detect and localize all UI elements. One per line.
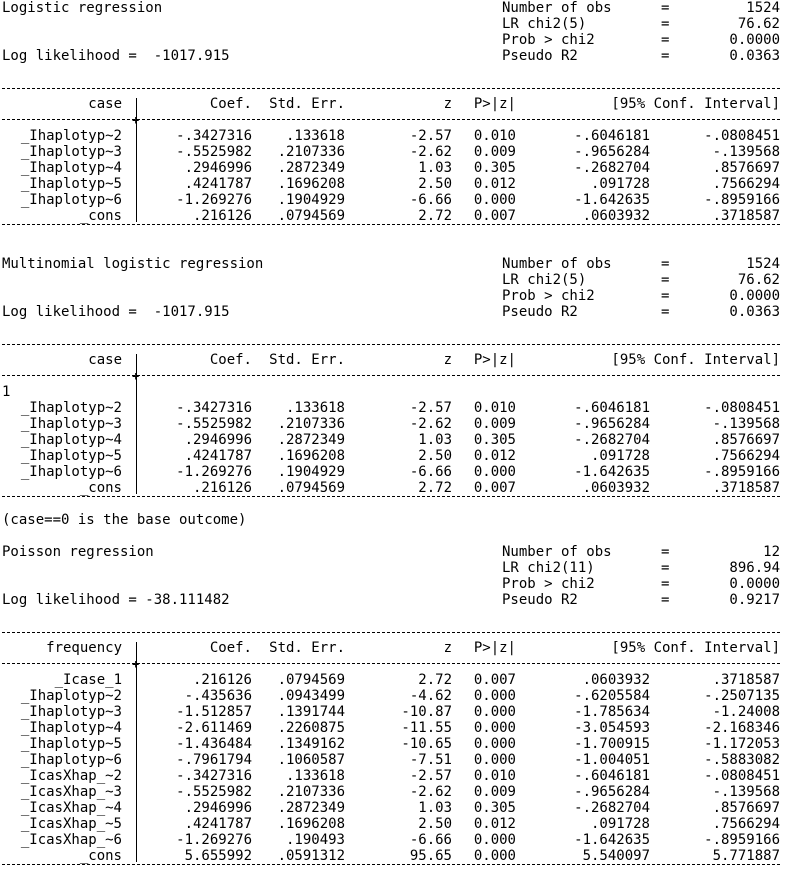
row-z: -2.57 <box>409 768 452 784</box>
stat-equals: = <box>661 272 670 288</box>
row-p: 0.010 <box>473 768 516 784</box>
stat-label: Number of obs <box>502 0 612 16</box>
stat-equals: = <box>661 592 670 608</box>
row-ci-lower: -1.642635 <box>574 192 650 208</box>
row-z: 2.72 <box>418 208 452 224</box>
row-ci-upper: -.8959166 <box>704 832 780 848</box>
row-p: 0.007 <box>473 208 516 224</box>
row-variable: _Ihaplotyp~5 <box>20 176 122 192</box>
row-ci-upper: .8576697 <box>712 432 780 448</box>
col-header-depvar: case <box>88 96 122 112</box>
row-coef: -1.512857 <box>176 704 252 720</box>
stat-equals: = <box>661 256 670 272</box>
row-variable: _Icase_1 <box>54 672 122 688</box>
stat-value: 12 <box>763 544 780 560</box>
row-ci-lower: -1.004051 <box>574 752 650 768</box>
col-header-stderr: Std. Err. <box>269 640 345 656</box>
row-stderr: .2107336 <box>277 144 345 160</box>
row-stderr: .190493 <box>285 832 345 848</box>
col-header-coef: Coef. <box>209 640 252 656</box>
row-z: -2.62 <box>409 784 452 800</box>
row-z: -2.57 <box>409 128 452 144</box>
stat-label: Pseudo R2 <box>502 592 578 608</box>
stat-label: LR chi2(5) <box>502 16 587 32</box>
stat-label: LR chi2(11) <box>502 560 595 576</box>
stat-value: 76.62 <box>737 272 780 288</box>
row-coef: -.7961794 <box>176 752 252 768</box>
stat-value: 76.62 <box>737 16 780 32</box>
row-z: 1.03 <box>418 160 452 176</box>
divider <box>2 344 780 345</box>
col-header-z: z <box>443 640 452 656</box>
col-header-p: P>|z| <box>473 96 516 112</box>
col-header-coef: Coef. <box>209 96 252 112</box>
row-ci-lower: -3.054593 <box>574 720 650 736</box>
row-stderr: .0794569 <box>277 672 345 688</box>
row-coef: 5.655992 <box>184 848 252 864</box>
row-coef: .2946996 <box>184 800 252 816</box>
row-ci-lower: -.9656284 <box>574 144 650 160</box>
row-z: -6.66 <box>409 464 452 480</box>
stat-label: LR chi2(5) <box>502 272 587 288</box>
row-p: 0.010 <box>473 128 516 144</box>
row-stderr: .1391744 <box>277 704 345 720</box>
row-ci-upper: -.139568 <box>712 784 780 800</box>
row-ci-upper: -.8959166 <box>704 464 780 480</box>
model-title: Multinomial logistic regression <box>2 256 264 272</box>
row-variable: _Ihaplotyp~4 <box>20 720 122 736</box>
row-stderr: .0943499 <box>277 688 345 704</box>
col-header-ci: [95% Conf. Interval] <box>611 96 780 112</box>
log-likelihood: Log likelihood = -38.111482 <box>2 592 230 608</box>
row-ci-upper: 5.771887 <box>712 848 780 864</box>
row-p: 0.000 <box>473 688 516 704</box>
model-title: Poisson regression <box>2 544 154 560</box>
row-stderr: .1696208 <box>277 176 345 192</box>
row-coef: -.3427316 <box>176 128 252 144</box>
stat-equals: = <box>661 32 670 48</box>
divider <box>2 88 780 89</box>
col-header-ci: [95% Conf. Interval] <box>611 352 780 368</box>
row-ci-upper: -.0808451 <box>704 768 780 784</box>
row-stderr: .2107336 <box>277 416 345 432</box>
row-ci-lower: -.6046181 <box>574 400 650 416</box>
base-outcome-note: (case==0 is the base outcome) <box>2 512 247 528</box>
col-header-coef: Coef. <box>209 352 252 368</box>
row-ci-lower: -.2682704 <box>574 800 650 816</box>
row-z: 1.03 <box>418 432 452 448</box>
divider <box>2 632 780 633</box>
row-z: 2.50 <box>418 816 452 832</box>
col-header-ci: [95% Conf. Interval] <box>611 640 780 656</box>
row-variable: _Ihaplotyp~5 <box>20 736 122 752</box>
stat-value: 0.9217 <box>729 592 780 608</box>
stat-equals: = <box>661 544 670 560</box>
row-variable: _cons <box>79 208 122 224</box>
col-header-depvar: case <box>88 352 122 368</box>
row-stderr: .133618 <box>285 128 345 144</box>
row-variable: _IcasXhap_~3 <box>20 784 122 800</box>
row-ci-upper: .3718587 <box>712 672 780 688</box>
stat-equals: = <box>661 560 670 576</box>
stat-label: Prob > chi2 <box>502 576 595 592</box>
row-p: 0.007 <box>473 480 516 496</box>
col-header-p: P>|z| <box>473 640 516 656</box>
row-coef: .2946996 <box>184 160 252 176</box>
row-ci-lower: .0603932 <box>582 208 650 224</box>
col-header-z: z <box>443 96 452 112</box>
row-p: 0.000 <box>473 848 516 864</box>
stat-label: Prob > chi2 <box>502 32 595 48</box>
row-stderr: .1696208 <box>277 448 345 464</box>
col-header-stderr: Std. Err. <box>269 96 345 112</box>
stat-label: Prob > chi2 <box>502 288 595 304</box>
row-ci-lower: -.6046181 <box>574 128 650 144</box>
divider <box>2 864 780 865</box>
row-stderr: .1904929 <box>277 192 345 208</box>
col-header-p: P>|z| <box>473 352 516 368</box>
stat-equals: = <box>661 288 670 304</box>
row-variable: _Ihaplotyp~2 <box>20 400 122 416</box>
row-coef: -1.436484 <box>176 736 252 752</box>
stat-equals: = <box>661 304 670 320</box>
row-p: 0.000 <box>473 736 516 752</box>
row-ci-lower: .091728 <box>590 176 650 192</box>
row-variable: _Ihaplotyp~4 <box>20 432 122 448</box>
row-coef: -.3427316 <box>176 768 252 784</box>
row-variable: _Ihaplotyp~6 <box>20 752 122 768</box>
row-z: -7.51 <box>409 752 452 768</box>
row-stderr: .133618 <box>285 400 345 416</box>
row-z: -2.57 <box>409 400 452 416</box>
row-ci-upper: -.2507135 <box>704 688 780 704</box>
row-ci-lower: -.2682704 <box>574 160 650 176</box>
col-header-stderr: Std. Err. <box>269 352 345 368</box>
row-ci-upper: .8576697 <box>712 800 780 816</box>
row-p: 0.305 <box>473 800 516 816</box>
row-p: 0.012 <box>473 448 516 464</box>
model-title: Logistic regression <box>2 0 163 16</box>
row-stderr: .1696208 <box>277 816 345 832</box>
divider <box>2 496 780 497</box>
row-p: 0.010 <box>473 400 516 416</box>
row-stderr: .1349162 <box>277 736 345 752</box>
stat-equals: = <box>661 576 670 592</box>
row-stderr: .2872349 <box>277 432 345 448</box>
stat-equals: = <box>661 16 670 32</box>
row-ci-upper: .7566294 <box>712 448 780 464</box>
row-z: 95.65 <box>409 848 452 864</box>
row-ci-lower: .0603932 <box>582 672 650 688</box>
row-z: -10.87 <box>401 704 452 720</box>
col-header-depvar: frequency <box>46 640 122 656</box>
row-ci-lower: -.9656284 <box>574 784 650 800</box>
row-p: 0.000 <box>473 720 516 736</box>
row-coef: -.435636 <box>184 688 252 704</box>
row-ci-lower: -.6046181 <box>574 768 650 784</box>
row-coef: .4241787 <box>184 816 252 832</box>
row-coef: -.5525982 <box>176 416 252 432</box>
row-ci-upper: .7566294 <box>712 816 780 832</box>
row-variable: _IcasXhap_~4 <box>20 800 122 816</box>
col-header-z: z <box>443 352 452 368</box>
log-likelihood: Log likelihood = -1017.915 <box>2 304 230 320</box>
row-coef: .4241787 <box>184 176 252 192</box>
row-ci-lower: -1.785634 <box>574 704 650 720</box>
row-coef: -2.611469 <box>176 720 252 736</box>
stat-label: Pseudo R2 <box>502 304 578 320</box>
divider <box>2 224 780 225</box>
row-p: 0.000 <box>473 464 516 480</box>
row-p: 0.000 <box>473 752 516 768</box>
row-z: -10.65 <box>401 736 452 752</box>
stat-value: 0.0363 <box>729 304 780 320</box>
row-ci-upper: -1.172053 <box>704 736 780 752</box>
row-variable: _Ihaplotyp~3 <box>20 144 122 160</box>
stat-value: 0.0000 <box>729 288 780 304</box>
row-p: 0.000 <box>473 704 516 720</box>
row-variable: _Ihaplotyp~2 <box>20 128 122 144</box>
row-ci-lower: -1.642635 <box>574 464 650 480</box>
row-stderr: .2107336 <box>277 784 345 800</box>
stat-value: 0.0000 <box>729 32 780 48</box>
stat-label: Pseudo R2 <box>502 48 578 64</box>
row-variable: _Ihaplotyp~4 <box>20 160 122 176</box>
stat-value: 1524 <box>746 0 780 16</box>
row-p: 0.000 <box>473 192 516 208</box>
row-z: -2.62 <box>409 416 452 432</box>
divider <box>2 663 780 664</box>
row-ci-upper: .3718587 <box>712 208 780 224</box>
row-stderr: .0794569 <box>277 480 345 496</box>
row-variable: _IcasXhap_~2 <box>20 768 122 784</box>
row-coef: .216126 <box>192 208 252 224</box>
row-ci-upper: .7566294 <box>712 176 780 192</box>
row-z: 2.50 <box>418 448 452 464</box>
row-coef: .216126 <box>192 672 252 688</box>
row-ci-lower: -1.642635 <box>574 832 650 848</box>
row-ci-upper: -.0808451 <box>704 128 780 144</box>
row-variable: _cons <box>79 480 122 496</box>
row-ci-lower: .091728 <box>590 448 650 464</box>
row-variable: _Ihaplotyp~3 <box>20 416 122 432</box>
stat-value: 896.94 <box>729 560 780 576</box>
row-z: 2.50 <box>418 176 452 192</box>
row-ci-upper: -.8959166 <box>704 192 780 208</box>
row-z: -2.62 <box>409 144 452 160</box>
row-p: 0.000 <box>473 832 516 848</box>
row-variable: _IcasXhap_~6 <box>20 832 122 848</box>
row-variable: _IcasXhap_~5 <box>20 816 122 832</box>
row-coef: -.5525982 <box>176 784 252 800</box>
row-ci-lower: .091728 <box>590 816 650 832</box>
row-ci-upper: -2.168346 <box>704 720 780 736</box>
row-variable: _Ihaplotyp~3 <box>20 704 122 720</box>
divider <box>2 119 780 120</box>
row-variable: _Ihaplotyp~6 <box>20 464 122 480</box>
row-ci-upper: .3718587 <box>712 480 780 496</box>
row-ci-lower: -.9656284 <box>574 416 650 432</box>
stat-value: 0.0363 <box>729 48 780 64</box>
row-ci-lower: 5.540097 <box>582 848 650 864</box>
row-p: 0.007 <box>473 672 516 688</box>
row-p: 0.012 <box>473 816 516 832</box>
row-z: -4.62 <box>409 688 452 704</box>
log-likelihood: Log likelihood = -1017.915 <box>2 48 230 64</box>
row-coef: .2946996 <box>184 432 252 448</box>
row-z: -6.66 <box>409 192 452 208</box>
row-stderr: .2872349 <box>277 800 345 816</box>
row-ci-lower: -.6205584 <box>574 688 650 704</box>
row-stderr: .1904929 <box>277 464 345 480</box>
row-z: 2.72 <box>418 480 452 496</box>
row-coef: .4241787 <box>184 448 252 464</box>
row-ci-upper: .8576697 <box>712 160 780 176</box>
row-p: 0.012 <box>473 176 516 192</box>
divider <box>2 375 780 376</box>
row-z: 2.72 <box>418 672 452 688</box>
row-z: -11.55 <box>401 720 452 736</box>
row-ci-lower: .0603932 <box>582 480 650 496</box>
stat-equals: = <box>661 0 670 16</box>
column-separator <box>136 642 137 862</box>
row-p: 0.009 <box>473 144 516 160</box>
separator-cross: + <box>132 657 140 671</box>
row-ci-lower: -1.700915 <box>574 736 650 752</box>
row-p: 0.305 <box>473 160 516 176</box>
row-ci-lower: -.2682704 <box>574 432 650 448</box>
stat-equals: = <box>661 48 670 64</box>
row-coef: -1.269276 <box>176 192 252 208</box>
row-stderr: .133618 <box>285 768 345 784</box>
stat-label: Number of obs <box>502 544 612 560</box>
stat-value: 0.0000 <box>729 576 780 592</box>
separator-cross: + <box>132 113 140 127</box>
row-variable: _Ihaplotyp~5 <box>20 448 122 464</box>
row-coef: -.3427316 <box>176 400 252 416</box>
row-ci-upper: -.5883082 <box>704 752 780 768</box>
row-stderr: .2260875 <box>277 720 345 736</box>
stat-value: 1524 <box>746 256 780 272</box>
row-ci-upper: -.139568 <box>712 416 780 432</box>
row-stderr: .1060587 <box>277 752 345 768</box>
outcome-group-label: 1 <box>2 384 11 400</box>
row-ci-upper: -1.24008 <box>712 704 780 720</box>
row-coef: -1.269276 <box>176 832 252 848</box>
row-stderr: .0794569 <box>277 208 345 224</box>
row-variable: _Ihaplotyp~6 <box>20 192 122 208</box>
row-z: -6.66 <box>409 832 452 848</box>
row-coef: -1.269276 <box>176 464 252 480</box>
row-variable: _Ihaplotyp~2 <box>20 688 122 704</box>
row-ci-upper: -.139568 <box>712 144 780 160</box>
row-p: 0.009 <box>473 416 516 432</box>
row-stderr: .2872349 <box>277 160 345 176</box>
stat-label: Number of obs <box>502 256 612 272</box>
row-ci-upper: -.0808451 <box>704 400 780 416</box>
separator-cross: + <box>132 369 140 383</box>
row-variable: _cons <box>79 848 122 864</box>
row-coef: .216126 <box>192 480 252 496</box>
row-stderr: .0591312 <box>277 848 345 864</box>
row-p: 0.305 <box>473 432 516 448</box>
row-p: 0.009 <box>473 784 516 800</box>
row-z: 1.03 <box>418 800 452 816</box>
row-coef: -.5525982 <box>176 144 252 160</box>
